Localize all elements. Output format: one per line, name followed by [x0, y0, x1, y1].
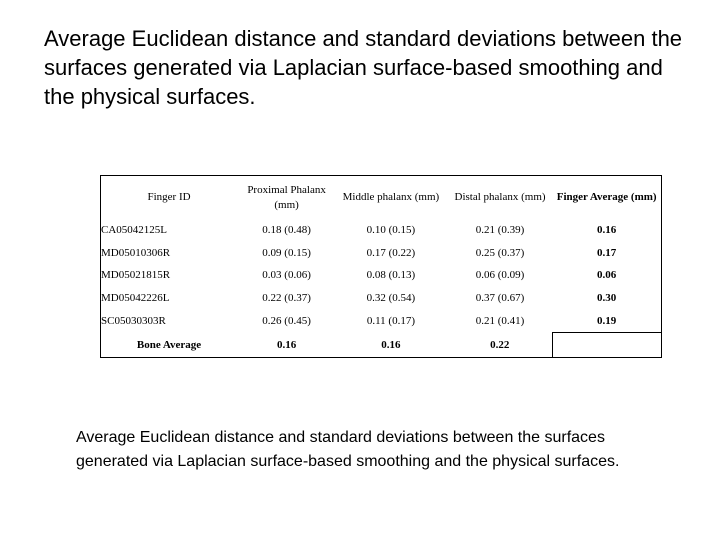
bone-average-proximal: 0.16 [276, 338, 297, 351]
table-row [101, 287, 662, 310]
cell-middle: 0.10 (0.15) [366, 224, 416, 237]
cell-distal: 0.37 (0.67) [475, 292, 525, 305]
cell-finger-id: CA05042125L [101, 224, 167, 237]
table-row [101, 242, 662, 265]
cell-middle: 0.32 (0.54) [366, 292, 416, 305]
header-middle-phalanx: Middle phalanx (mm) [342, 191, 440, 203]
cell-distal: 0.06 (0.09) [475, 269, 525, 282]
cell-proximal: 0.09 (0.15) [262, 246, 311, 259]
results-table [100, 175, 662, 358]
cell-proximal: 0.18 (0.48) [262, 224, 311, 237]
bone-average-label: Bone Average [136, 338, 202, 351]
cell-proximal: 0.22 (0.37) [262, 292, 311, 305]
table-row [101, 309, 662, 332]
cell-finger-id: MD05042226L [101, 292, 170, 305]
cell-distal: 0.21 (0.41) [475, 314, 525, 327]
cell-distal: 0.25 (0.37) [475, 246, 525, 259]
cell-proximal: 0.26 (0.45) [262, 314, 311, 327]
header-distal-phalanx: Distal phalanx (mm) [454, 191, 546, 203]
bone-average-middle: 0.16 [381, 338, 401, 351]
cell-middle: 0.08 (0.13) [366, 269, 416, 282]
header-finger-average: Finger Average (mm) [556, 191, 657, 203]
header-finger-id: Finger ID [147, 191, 191, 203]
cell-finger-average: 0.30 [597, 292, 617, 305]
header-proximal-phalanx: Proximal Phalanx (mm) [247, 183, 326, 211]
cell-proximal: 0.03 (0.06) [262, 269, 311, 282]
cell-finger-id: MD05010306R [101, 246, 171, 259]
bone-average-empty-cell [552, 332, 661, 357]
cell-finger-id: MD05021815R [101, 269, 171, 282]
cell-finger-average: 0.16 [597, 224, 617, 237]
cell-middle: 0.17 (0.22) [366, 246, 416, 259]
bone-average-distal: 0.22 [490, 338, 510, 351]
table-header-row [101, 176, 662, 220]
slide-title: Average Euclidean distance and standard deviations between the surfaces generated via Laplacian surface-based smoothing and the physical surfaces. [44, 26, 683, 109]
cell-finger-average: 0.19 [597, 314, 617, 327]
bone-average-row [101, 332, 662, 357]
cell-finger-average: 0.17 [597, 246, 617, 259]
cell-middle: 0.11 (0.17) [366, 314, 415, 327]
cell-distal: 0.21 (0.39) [475, 224, 525, 237]
cell-finger-id: SC05030303R [101, 314, 166, 327]
table-row [101, 219, 662, 242]
cell-finger-average: 0.06 [597, 269, 617, 282]
table-row [101, 264, 662, 287]
table-caption: Average Euclidean distance and standard deviations between the surfaces generated via Laplacian surface-based smoothing and the physical surfaces. [76, 429, 620, 470]
